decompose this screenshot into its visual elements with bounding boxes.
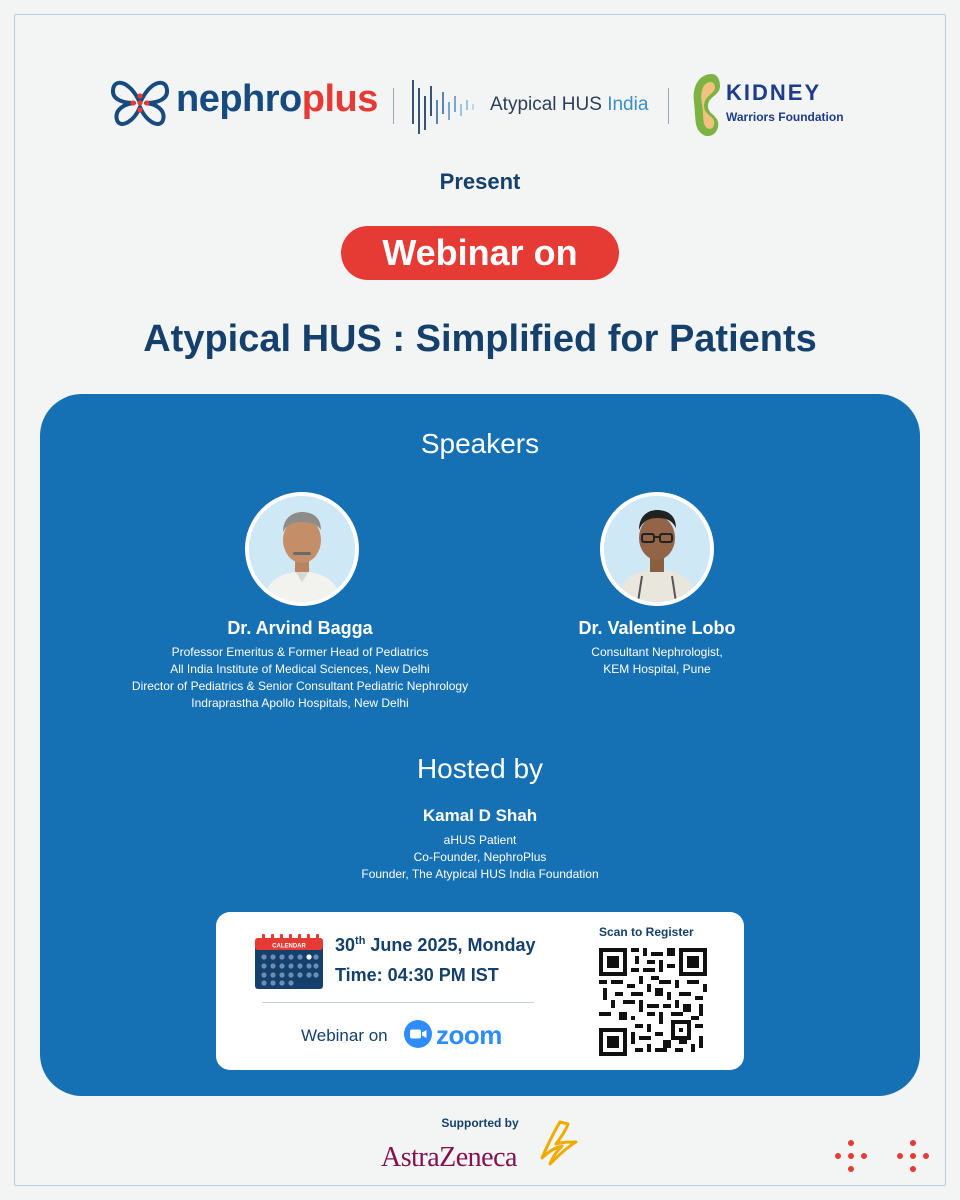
host-credential: Co-Founder, NephroPlus — [413, 850, 547, 864]
partner-logos — [0, 70, 960, 140]
card-divider — [262, 1002, 534, 1003]
event-date — [335, 935, 535, 956]
registration-qr-code[interactable] — [599, 948, 707, 1056]
decorative-dots-icon — [834, 1139, 934, 1173]
nephroplus-logo — [108, 74, 378, 132]
kidney-warriors-subtitle: Warriors Foundation — [726, 110, 844, 124]
speaker-credential: Director of Pediatrics & Senior Consultant Pediatric Nephrology — [131, 679, 469, 693]
logo-divider — [668, 88, 669, 124]
speaker-credential: All India Institute of Medical Sciences, New Delhi — [170, 662, 430, 676]
atypical-hus-wordmark — [490, 94, 648, 116]
platform-prefix: Webinar on — [301, 1026, 388, 1045]
atypical-hus-india-logo — [408, 74, 658, 134]
atypical-hus-wordmark-part1: Atypical HUS — [490, 94, 608, 115]
zoom-logo-text: zoom — [436, 1020, 502, 1050]
speaker-name: Dr. Arvind Bagga — [227, 618, 373, 638]
host-credential: Founder, The Atypical HUS India Foundation — [361, 867, 599, 881]
astrazeneca-symbol-icon — [538, 1118, 580, 1168]
calendar-icon — [254, 932, 324, 990]
nephroplus-wordmark — [176, 78, 378, 121]
barcode-bars-icon — [408, 74, 484, 134]
kidney-warriors-title: KIDNEY — [726, 80, 822, 105]
nephroplus-wordmark-part1: nephro — [176, 78, 302, 120]
event-date-rest: June 2025, Monday — [365, 935, 536, 955]
kidney-icon — [690, 70, 724, 140]
hosted-by-heading: Hosted by — [416, 753, 544, 784]
speaker-photo-valentine-lobo — [600, 492, 714, 606]
atypical-hus-wordmark-part2: India — [607, 94, 649, 115]
webinar-badge: Webinar on — [341, 226, 619, 280]
scan-to-register-label: Scan to Register — [599, 925, 694, 939]
event-time: Time: 04:30 PM IST — [335, 965, 499, 985]
speaker-photo-arvind-bagga — [245, 492, 359, 606]
person-avatar-icon — [604, 496, 710, 602]
host-name: Kamal D Shah — [422, 806, 538, 825]
speaker-credential: Consultant Nephrologist, — [591, 645, 723, 659]
event-date-suffix: th — [355, 935, 366, 947]
person-avatar-icon — [249, 496, 355, 602]
speaker-credential: Indraprastha Apollo Hospitals, New Delhi — [191, 696, 409, 710]
astrazeneca-wordmark: AstraZeneca — [381, 1142, 517, 1173]
event-date-day: 30 — [335, 935, 356, 955]
speakers-heading: Speakers — [420, 428, 540, 459]
speaker-credential: KEM Hospital, Pune — [603, 662, 711, 676]
nephroplus-wordmark-part2: plus — [301, 78, 378, 120]
calendar-label: CALENDAR — [272, 943, 306, 950]
speaker-name: Dr. Valentine Lobo — [578, 618, 736, 638]
page-title: Atypical HUS : Simplified for Patients — [143, 318, 817, 360]
supported-by-label: Supported by — [441, 1116, 519, 1130]
zoom-camera-icon — [404, 1020, 432, 1048]
present-text: Present — [439, 169, 521, 194]
logo-divider — [393, 88, 394, 124]
kidney-warriors-logo — [690, 70, 860, 140]
host-credential: aHUS Patient — [443, 833, 517, 847]
butterfly-icon — [108, 74, 172, 132]
speaker-credential: Professor Emeritus & Former Head of Pediatrics — [171, 645, 429, 659]
